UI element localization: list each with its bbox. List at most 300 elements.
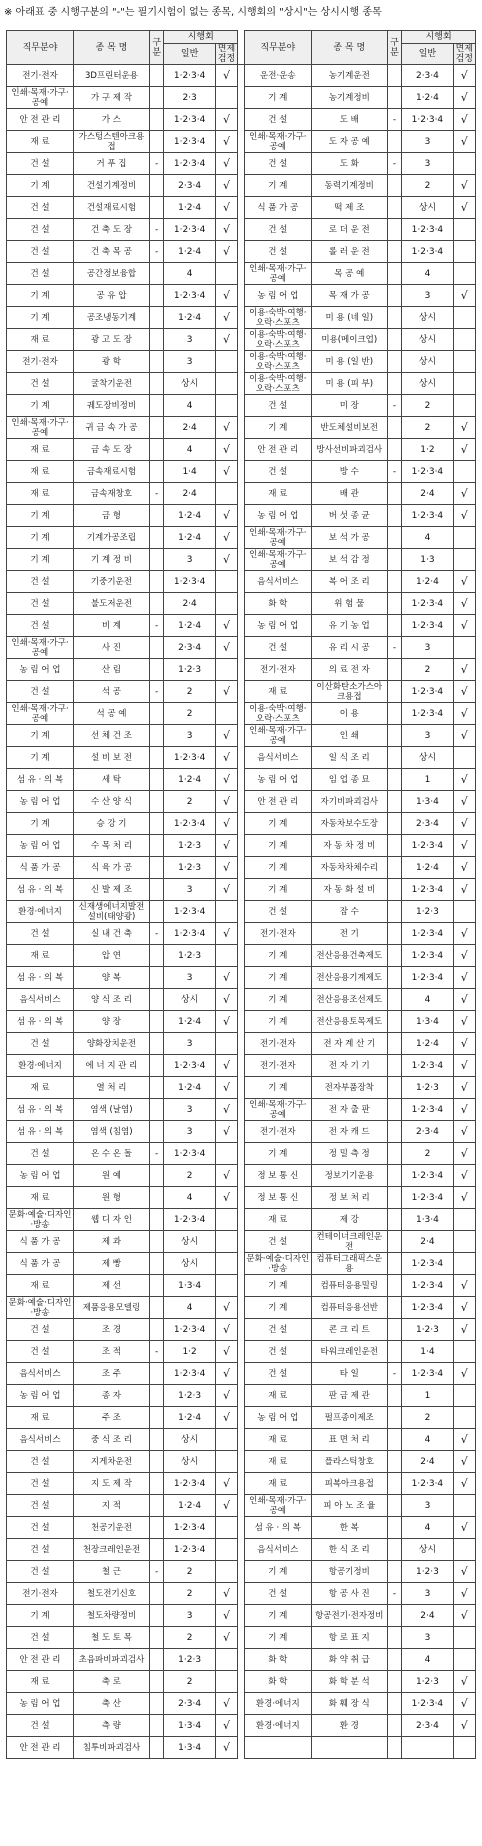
exempt-check-cell: √	[453, 967, 475, 989]
exempt-check-cell: √	[453, 483, 475, 505]
type-cell	[149, 1121, 164, 1143]
job-field-cell: 식 품 가 공	[7, 1253, 74, 1275]
column-gap	[238, 835, 245, 857]
general-session-cell: 2	[402, 1143, 453, 1165]
general-session-cell: 1·2·3·4	[164, 901, 215, 923]
general-session-cell: 3	[164, 725, 215, 747]
exempt-check-cell: √	[215, 747, 237, 769]
general-session-cell: 2	[164, 1627, 215, 1649]
table-row	[7, 1055, 476, 1077]
job-field-cell: 기 계	[244, 1297, 311, 1319]
table-row	[7, 791, 476, 813]
job-field-cell: 재 료	[7, 483, 74, 505]
type-cell: -	[149, 1143, 164, 1165]
general-session-cell: 상시	[402, 197, 453, 219]
general-session-cell: 3	[402, 725, 453, 747]
general-session-cell: 상시	[402, 373, 453, 395]
column-gap	[238, 725, 245, 747]
item-name-cell: 미용(메이크업)	[311, 329, 387, 351]
job-field-cell: 건 설	[7, 615, 74, 637]
table-row	[7, 1539, 476, 1561]
column-gap	[238, 1231, 245, 1253]
type-cell	[149, 1077, 164, 1099]
item-name-cell: 미 용 (피 부)	[311, 373, 387, 395]
job-field-cell: 건 설	[7, 1561, 74, 1583]
general-session-cell: 2	[164, 1583, 215, 1605]
type-cell	[149, 1231, 164, 1253]
notice-text: ※ 아래표 중 시행구분의 "-"는 필기시험이 없는 종목, 시행회의 "상시"는 상시시행 종목	[4, 7, 382, 18]
job-field-cell: 농 림 어 업	[244, 285, 311, 307]
item-name-cell: 불도저운전	[74, 593, 150, 615]
table-row	[7, 1737, 476, 1759]
item-name-cell: 측 량	[74, 1715, 150, 1737]
type-cell: -	[387, 1583, 402, 1605]
general-session-cell: 1·2·3·4	[402, 615, 453, 637]
column-gap	[238, 1253, 245, 1275]
type-cell	[387, 571, 402, 593]
table-row	[7, 1407, 476, 1429]
type-cell	[387, 1473, 402, 1495]
type-cell	[387, 307, 402, 329]
column-gap	[238, 637, 245, 659]
job-field-cell: 인쇄·목재·가구·공예	[244, 263, 311, 285]
item-name-cell: 목 재 가 공	[311, 285, 387, 307]
exempt-check-cell	[215, 351, 237, 373]
exempt-check-cell: √	[215, 439, 237, 461]
general-session-cell: 1·2·4	[164, 1077, 215, 1099]
general-session-cell: 4	[402, 1649, 453, 1671]
type-cell	[149, 1099, 164, 1121]
general-session-cell: 1·2·3·4	[402, 879, 453, 901]
exempt-check-cell: √	[215, 1473, 237, 1495]
column-gap	[238, 1055, 245, 1077]
item-name-cell: 실 내 건 축	[74, 923, 150, 945]
job-field-cell: 전기·전자	[7, 351, 74, 373]
table-row	[7, 923, 476, 945]
type-cell	[149, 351, 164, 373]
table-row	[7, 527, 476, 549]
exempt-check-cell	[215, 1539, 237, 1561]
item-name-cell: 에 너 지 관 리	[74, 1055, 150, 1077]
exempt-check-cell: √	[215, 197, 237, 219]
item-name-cell: 항공기정비	[311, 1561, 387, 1583]
general-session-cell: 2	[402, 175, 453, 197]
job-field-cell: 건 설	[244, 1341, 311, 1363]
general-session-cell: 1·2·3·4	[402, 703, 453, 725]
job-field-cell	[244, 1737, 311, 1759]
type-cell: -	[387, 109, 402, 131]
exempt-check-cell: √	[215, 1055, 237, 1077]
item-name-cell: 위 험 물	[311, 593, 387, 615]
table-row	[7, 1011, 476, 1033]
header-type: 구분	[387, 31, 402, 65]
exempt-check-cell	[215, 1209, 237, 1231]
general-session-cell: 상시	[402, 307, 453, 329]
table-row	[7, 263, 476, 285]
exempt-check-cell: √	[453, 87, 475, 109]
general-session-cell: 4	[402, 1429, 453, 1451]
item-name-cell: 자 동 차 정 비	[311, 835, 387, 857]
type-cell	[149, 175, 164, 197]
item-name-cell: 지 적	[74, 1495, 150, 1517]
job-field-cell: 건 설	[7, 263, 74, 285]
column-gap	[238, 1143, 245, 1165]
exempt-check-cell: √	[453, 1165, 475, 1187]
item-name-cell: 제 빵	[74, 1253, 150, 1275]
exempt-check-cell: √	[453, 791, 475, 813]
type-cell	[387, 1297, 402, 1319]
job-field-cell: 건 설	[7, 1451, 74, 1473]
general-session-cell: 1·4	[402, 1341, 453, 1363]
type-cell	[387, 835, 402, 857]
table-row	[7, 1473, 476, 1495]
column-gap	[238, 615, 245, 637]
column-gap	[238, 1693, 245, 1715]
general-session-cell: 상시	[164, 373, 215, 395]
column-gap	[238, 1297, 245, 1319]
table-row	[7, 1561, 476, 1583]
exempt-check-cell	[215, 901, 237, 923]
item-name-cell: 승 강 기	[74, 813, 150, 835]
column-gap	[238, 351, 245, 373]
type-cell	[149, 725, 164, 747]
type-cell	[149, 1253, 164, 1275]
item-name-cell: 금속재창호	[74, 483, 150, 505]
table-row	[7, 549, 476, 571]
item-name-cell: 농기계정비	[311, 87, 387, 109]
exempt-check-cell: √	[453, 1561, 475, 1583]
job-field-cell: 건 설	[7, 1033, 74, 1055]
type-cell	[387, 1517, 402, 1539]
job-field-cell: 안 전 관 리	[244, 439, 311, 461]
exempt-check-cell: √	[453, 1451, 475, 1473]
column-gap	[238, 901, 245, 923]
job-field-cell: 농 림 어 업	[7, 1693, 74, 1715]
job-field-cell: 기 계	[244, 87, 311, 109]
exempt-check-cell: √	[453, 835, 475, 857]
type-cell	[387, 901, 402, 923]
job-field-cell: 재 료	[244, 1473, 311, 1495]
exempt-check-cell	[215, 1253, 237, 1275]
table-row	[7, 967, 476, 989]
exempt-check-cell	[453, 329, 475, 351]
item-name-cell: 피복아크용접	[311, 1473, 387, 1495]
job-field-cell: 전기·전자	[7, 1583, 74, 1605]
general-session-cell: 1·2·3·4	[402, 1473, 453, 1495]
job-field-cell: 환경·에너지	[244, 1715, 311, 1737]
exempt-check-cell: √	[215, 417, 237, 439]
exempt-check-cell	[453, 461, 475, 483]
general-session-cell: 1·3·4	[164, 1715, 215, 1737]
table-row	[7, 87, 476, 109]
type-cell	[149, 1187, 164, 1209]
general-session-cell: 1·3·4	[402, 1011, 453, 1033]
table-row	[7, 109, 476, 131]
column-gap	[238, 153, 245, 175]
general-session-cell: 2·4	[402, 483, 453, 505]
general-session-cell: 2·4	[402, 1605, 453, 1627]
exempt-check-cell: √	[215, 967, 237, 989]
table-row	[7, 1253, 476, 1275]
table-row	[7, 1693, 476, 1715]
type-cell: -	[387, 153, 402, 175]
exempt-check-cell: √	[453, 571, 475, 593]
job-field-cell: 음식서비스	[7, 1363, 74, 1385]
table-row	[7, 901, 476, 923]
exempt-check-cell: √	[215, 329, 237, 351]
item-name-cell: 콘 크 리 트	[311, 1319, 387, 1341]
exempt-check-cell: √	[215, 461, 237, 483]
exempt-check-cell: √	[453, 681, 475, 703]
item-name-cell: 가 스	[74, 109, 150, 131]
item-name-cell: 사 진	[74, 637, 150, 659]
column-gap	[238, 967, 245, 989]
table-row	[7, 1363, 476, 1385]
exempt-check-cell: √	[215, 1407, 237, 1429]
column-gap	[238, 1627, 245, 1649]
type-cell	[149, 439, 164, 461]
type-cell	[149, 461, 164, 483]
item-name-cell: 금 형	[74, 505, 150, 527]
job-field-cell: 문화·예술·디자인·방송	[244, 1253, 311, 1275]
column-gap	[238, 65, 245, 87]
table-row	[7, 439, 476, 461]
column-gap	[238, 285, 245, 307]
type-cell: -	[387, 461, 402, 483]
type-cell	[387, 725, 402, 747]
exempt-check-cell: √	[215, 1187, 237, 1209]
job-field-cell: 기 계	[7, 505, 74, 527]
table-row	[7, 1033, 476, 1055]
job-field-cell: 기 계	[244, 175, 311, 197]
job-field-cell: 건 설	[7, 1715, 74, 1737]
general-session-cell: 1·2·3·4	[402, 1187, 453, 1209]
type-cell	[149, 417, 164, 439]
job-field-cell: 기 계	[244, 1561, 311, 1583]
job-field-cell: 인쇄·목재·가구·공예	[244, 549, 311, 571]
header-session: 시행회	[402, 31, 476, 44]
general-session-cell	[402, 1737, 453, 1759]
type-cell	[387, 1099, 402, 1121]
exempt-check-cell: √	[215, 219, 237, 241]
header-type: 구분	[149, 31, 164, 65]
type-cell	[387, 549, 402, 571]
column-gap	[238, 505, 245, 527]
exempt-check-cell: √	[215, 1385, 237, 1407]
table-row	[7, 1143, 476, 1165]
job-field-cell: 기 계	[244, 813, 311, 835]
type-cell	[149, 527, 164, 549]
item-name-cell: 기 계 정 비	[74, 549, 150, 571]
job-field-cell: 건 설	[244, 1319, 311, 1341]
item-name-cell: 목 공 예	[311, 263, 387, 285]
type-cell: -	[149, 615, 164, 637]
type-cell: -	[149, 1341, 164, 1363]
item-name-cell: 원 예	[74, 1165, 150, 1187]
type-cell	[149, 747, 164, 769]
exempt-check-cell: √	[453, 769, 475, 791]
type-cell	[149, 1715, 164, 1737]
column-gap	[238, 945, 245, 967]
column-gap	[238, 1495, 245, 1517]
item-name-cell: 도 배	[311, 109, 387, 131]
job-field-cell: 섬 유 · 의 복	[7, 1099, 74, 1121]
general-session-cell: 상시	[402, 747, 453, 769]
job-field-cell: 이용·숙박·여행·오락·스포츠	[244, 373, 311, 395]
type-cell	[149, 1209, 164, 1231]
exempt-check-cell: √	[453, 615, 475, 637]
job-field-cell: 식 품 가 공	[244, 197, 311, 219]
general-session-cell: 1·2·3·4	[164, 153, 215, 175]
general-session-cell: 1·2·3·4	[164, 285, 215, 307]
type-cell	[387, 1253, 402, 1275]
job-field-cell: 건 설	[7, 1341, 74, 1363]
column-gap	[238, 571, 245, 593]
job-field-cell: 안 전 관 리	[244, 791, 311, 813]
table-row	[7, 483, 476, 505]
general-session-cell: 1·2·3·4	[164, 1473, 215, 1495]
table-row	[7, 1671, 476, 1693]
type-cell: -	[387, 395, 402, 417]
type-cell	[149, 659, 164, 681]
table-row	[7, 1429, 476, 1451]
general-session-cell: 상시	[402, 329, 453, 351]
item-name-cell: 컨테이너크레인운전	[311, 1231, 387, 1253]
exempt-check-cell	[215, 1143, 237, 1165]
exempt-check-cell: √	[453, 175, 475, 197]
general-session-cell: 4	[164, 439, 215, 461]
item-name-cell: 온 수 온 돌	[74, 1143, 150, 1165]
item-name-cell: 전산응용토목제도	[311, 1011, 387, 1033]
job-field-cell: 화 학	[244, 1649, 311, 1671]
type-cell	[387, 1341, 402, 1363]
type-cell: -	[149, 219, 164, 241]
type-cell	[149, 1473, 164, 1495]
job-field-cell: 건 설	[7, 373, 74, 395]
type-cell	[387, 1627, 402, 1649]
column-gap	[238, 1077, 245, 1099]
general-session-cell: 4	[402, 527, 453, 549]
type-cell	[387, 1693, 402, 1715]
general-session-cell: 1·2·3·4	[402, 241, 453, 263]
column-gap	[238, 1429, 245, 1451]
job-field-cell: 기 계	[7, 395, 74, 417]
type-cell	[149, 395, 164, 417]
job-field-cell: 건 설	[244, 1363, 311, 1385]
exempt-check-cell	[215, 395, 237, 417]
job-field-cell: 기 계	[7, 175, 74, 197]
exempt-check-cell	[215, 1033, 237, 1055]
table-row	[7, 1165, 476, 1187]
column-gap	[238, 747, 245, 769]
type-cell	[149, 1495, 164, 1517]
exempt-check-cell	[453, 1231, 475, 1253]
exempt-check-cell: √	[453, 1583, 475, 1605]
column-gap	[238, 1671, 245, 1693]
table-row	[7, 681, 476, 703]
column-gap	[238, 439, 245, 461]
exempt-check-cell: √	[215, 615, 237, 637]
exempt-check-cell: √	[215, 175, 237, 197]
general-session-cell: 2	[402, 659, 453, 681]
general-session-cell: 1·2·3·4	[164, 109, 215, 131]
item-name-cell: 의 료 전 자	[311, 659, 387, 681]
job-field-cell: 섬 유 · 의 복	[7, 967, 74, 989]
header-field: 직무분야	[244, 31, 311, 65]
exempt-check-cell	[215, 373, 237, 395]
job-field-cell: 건 설	[244, 241, 311, 263]
column-gap	[238, 769, 245, 791]
table-row	[7, 417, 476, 439]
column-gap	[238, 87, 245, 109]
item-name-cell: 미 장	[311, 395, 387, 417]
general-session-cell: 상시	[164, 1429, 215, 1451]
job-field-cell: 식 품 가 공	[7, 857, 74, 879]
column-gap	[238, 1319, 245, 1341]
item-name-cell: 판 금 제 관	[311, 1385, 387, 1407]
job-field-cell: 건 설	[7, 1517, 74, 1539]
item-name-cell: 양 장	[74, 1011, 150, 1033]
column-gap	[238, 1385, 245, 1407]
item-name-cell: 컴퓨터응용선반	[311, 1297, 387, 1319]
general-session-cell: 2·4	[164, 593, 215, 615]
exempt-check-cell: √	[453, 1429, 475, 1451]
exempt-check-cell: √	[215, 769, 237, 791]
type-cell	[149, 1605, 164, 1627]
item-name-cell: 임 업 종 묘	[311, 769, 387, 791]
general-session-cell: 1·2·3·4	[402, 219, 453, 241]
general-session-cell: 2	[164, 1165, 215, 1187]
type-cell	[149, 835, 164, 857]
general-session-cell: 1	[402, 1385, 453, 1407]
exempt-check-cell: √	[453, 505, 475, 527]
general-session-cell: 2	[164, 681, 215, 703]
exempt-check-cell	[453, 1627, 475, 1649]
type-cell	[387, 505, 402, 527]
type-cell	[149, 813, 164, 835]
exempt-check-cell	[215, 483, 237, 505]
item-name-cell: 떡 제 조	[311, 197, 387, 219]
job-field-cell: 인쇄·목재·가구·공예	[7, 417, 74, 439]
job-field-cell: 건 설	[7, 1539, 74, 1561]
job-field-cell: 기 계	[7, 747, 74, 769]
item-name-cell: 유 기 농 업	[311, 615, 387, 637]
type-cell	[149, 1583, 164, 1605]
item-name-cell: 조 주	[74, 1363, 150, 1385]
item-name-cell: 건 축 도 장	[74, 219, 150, 241]
column-gap	[238, 1715, 245, 1737]
general-session-cell: 상시	[402, 1539, 453, 1561]
item-name-cell: 항 공 사 진	[311, 1583, 387, 1605]
job-field-cell: 재 료	[244, 1209, 311, 1231]
job-field-cell: 기 계	[244, 989, 311, 1011]
type-cell	[149, 1055, 164, 1077]
table-row	[7, 1077, 476, 1099]
type-cell	[149, 703, 164, 725]
general-session-cell: 상시	[164, 1253, 215, 1275]
exempt-check-cell: √	[215, 1715, 237, 1737]
exempt-check-cell: √	[453, 1077, 475, 1099]
item-name-cell: 펄프종이제조	[311, 1407, 387, 1429]
job-field-cell: 건 설	[7, 923, 74, 945]
exempt-check-cell: √	[453, 923, 475, 945]
general-session-cell: 1·2·4	[164, 307, 215, 329]
job-field-cell: 재 료	[244, 681, 311, 703]
table-row	[7, 571, 476, 593]
general-session-cell: 1·2·3·4	[402, 1055, 453, 1077]
type-cell: -	[149, 153, 164, 175]
table-row	[7, 1495, 476, 1517]
